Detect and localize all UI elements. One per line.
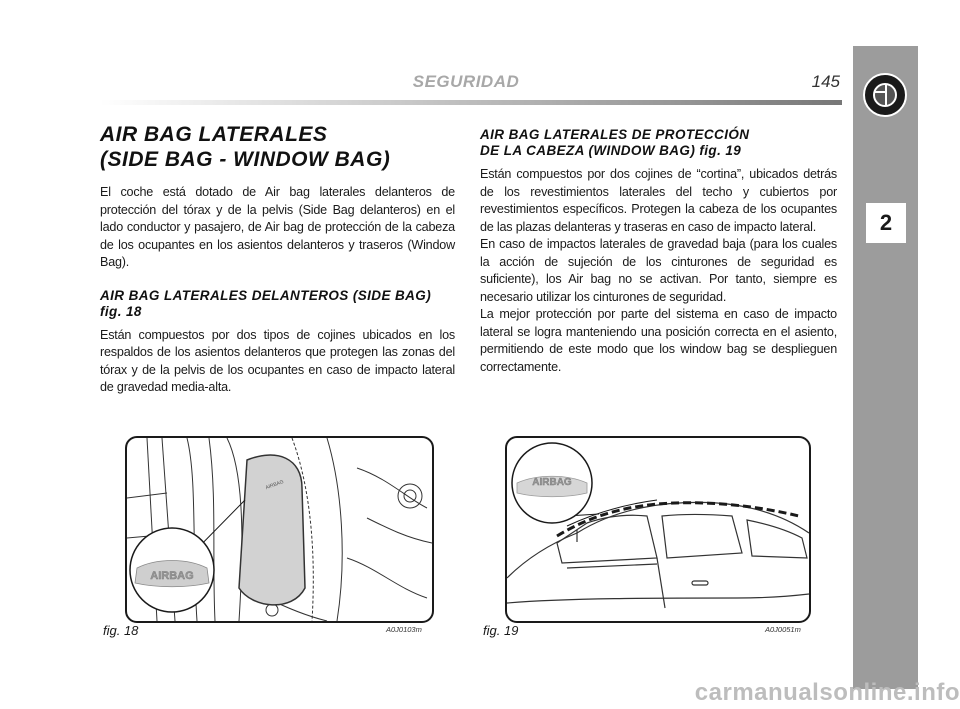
section-title: SEGURIDAD xyxy=(412,72,520,91)
header-rule xyxy=(100,100,842,105)
left-column xyxy=(100,122,455,413)
side-bag-heading xyxy=(100,288,455,320)
window-bag-paragraph-1: Están compuestos por dos cojines de “cortina”, ubicados detrás de los revestimientos laterales del techo y cubiertos por revestimientos específicos. Protegen la cabeza de los ocupantes de las plazas delanteras y traseras en caso de impacto lateral. xyxy=(480,167,837,234)
seat-airbag-tag: AIRBAG xyxy=(264,479,285,492)
window-bag-heading-line2: DE LA CABEZA (WINDOW BAG) fig. 19 xyxy=(480,143,742,158)
logo-emblem-icon xyxy=(873,83,897,107)
chapter-side-tab xyxy=(853,46,918,689)
figure-18-seat-side-airbag xyxy=(125,436,434,623)
figure-19-window-airbag xyxy=(505,436,811,623)
logo-cross-icon xyxy=(885,85,887,105)
side-bag-paragraph: Están compuestos por dos tipos de cojines ubicados en los respaldos de los asientos delanteros que protegen las zonas del tórax y de la pelvis de los ocupantes en caso de impacto lateral de gravedad media-alta. xyxy=(100,327,455,394)
chapter-number: 2 xyxy=(866,203,906,243)
logo-cross-bar-icon xyxy=(875,91,885,93)
figure-19-code: A0J0051m xyxy=(765,625,801,634)
figure-19-label: fig. 19 xyxy=(483,623,519,638)
window-bag-paragraph-3: La mejor protección por parte del sistema en caso de impacto lateral se logra manteniendo una posición correcta en el asiento, permitiendo de este modo que los window bag se desplieguen correctamente. xyxy=(480,307,837,374)
side-bag-heading-line2: fig. 18 xyxy=(100,303,142,319)
watermark: carmanualsonline.info xyxy=(694,679,960,706)
figure-18-label: fig. 18 xyxy=(103,623,139,638)
airbag-badge-text: AIRBAG xyxy=(150,570,194,582)
window-bag-heading xyxy=(480,127,837,159)
intro-paragraph: El coche está dotado de Air bag laterales delanteros de protección del tórax y de la pelvis (Side Bag delanteros) en el lado conductor y pasajero, de Air bag de protección de la cabeza de los ocupantes en los asientos delanteros y traseros (Window Bag). xyxy=(100,185,455,269)
right-column xyxy=(480,127,837,376)
figure-18-code: A0J0103m xyxy=(386,625,422,634)
main-heading-line1: AIR BAG LATERALES xyxy=(100,123,328,146)
window-airbag-curtain xyxy=(557,503,799,536)
side-bag-heading-line1: AIR BAG LATERALES DELANTEROS (SIDE BAG) xyxy=(100,287,432,303)
brand-logo-icon xyxy=(863,73,907,117)
window-bag-paragraph-2: En caso de impactos laterales de gravedad baja (para los cuales la acción de sujeción de los cinturones de seguridad es suficiente), los Air bag no se activan. Por tanto, siempre es necesario utilizar los cinturones de seguridad. xyxy=(480,237,837,304)
page-number: 145 xyxy=(811,72,840,91)
airbag-badge-text: AIRBAG xyxy=(532,477,572,488)
car-illustration xyxy=(507,438,809,621)
seat-illustration xyxy=(127,438,432,621)
window-bag-heading-line1: AIR BAG LATERALES DE PROTECCIÓN xyxy=(480,127,750,142)
side-airbag-cushion xyxy=(239,455,305,605)
main-heading xyxy=(100,122,455,172)
main-heading-line2: (SIDE BAG - WINDOW BAG) xyxy=(100,148,391,171)
